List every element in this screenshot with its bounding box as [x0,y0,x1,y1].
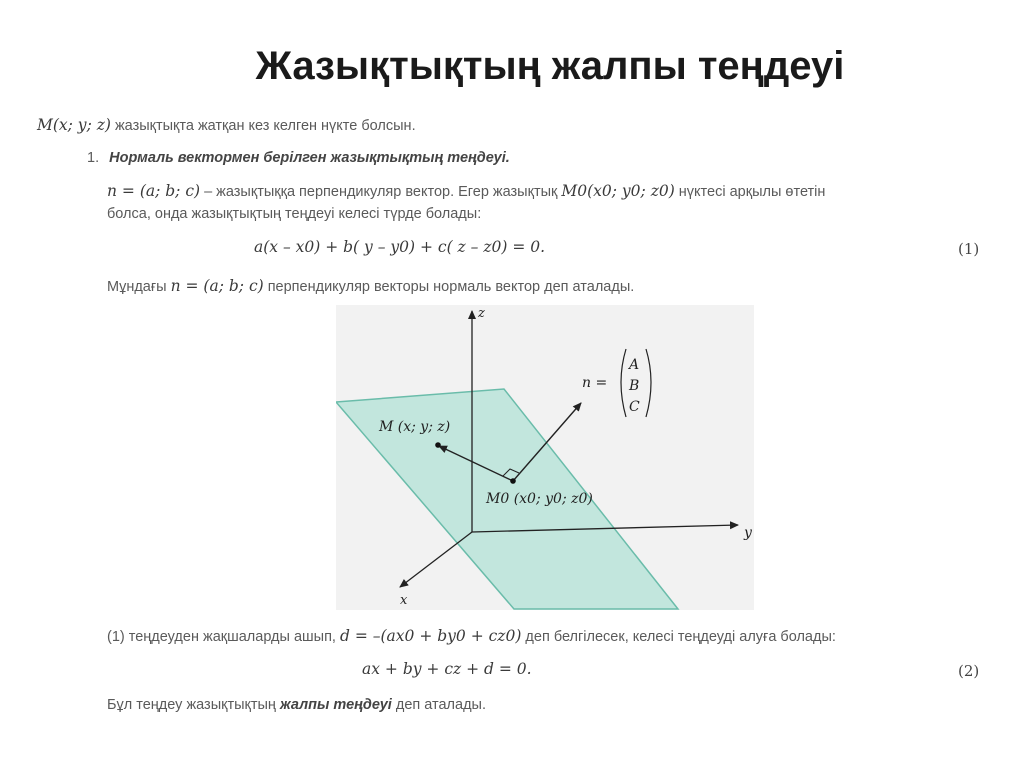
plane-figure [336,305,754,610]
note-vector: n = (a; b; c) [170,277,264,295]
section-number: 1. [87,150,100,166]
slide-title: Жазықтықтың жалпы теңдеуі [255,44,845,88]
normal-right-paren [646,349,651,417]
derivation-formula: d = –(ax0 + by0 + cz0) [340,627,522,645]
note-text: перпендикуляр векторы нормаль вектор деп аталады. [267,279,635,295]
normal-left-paren [621,349,626,417]
derivation-text2: деп белгілесек, келесі теңдеуді алуға болады: [525,629,836,645]
point-m-label: M (x; y; z) [379,419,451,435]
note-line [107,277,634,295]
normal-vector: n = (a; b; c) [107,182,201,200]
conclusion-text2: деп аталады. [395,697,486,713]
note-prefix: Мұндағы [107,279,167,295]
plane-diagram [336,305,754,610]
normal-definition-line2: болса, онда жазықтықтың теңдеуі келесі түрде болады: [107,206,482,222]
x-axis-label: x [400,593,408,608]
intro-line [37,116,416,134]
x-axis [400,532,472,587]
intro-point: M(x; y; z) [37,116,111,134]
equation-1 [254,238,545,256]
section-heading-text: Нормаль вектормен берілген жазықтықтың теңдеуі. [109,150,510,166]
normal-component-a: A [629,357,640,373]
derivation-text1: (1) теңдеуден жақшаларды ашып, [107,629,336,645]
equation-2-number: (2) [958,662,980,680]
normal-def-text1: – жазықтыққа перпендикуляр вектор. Егер жазықтық [204,184,558,200]
point-m0 [510,478,516,484]
equation-1-formula: a(x – x0) + b( y – y0) + c( z – z0) = 0. [254,238,546,256]
conclusion-line [107,697,486,713]
normal-definition [107,182,825,200]
equation-2 [362,660,532,678]
section-heading [87,150,510,166]
equation-2-formula: ax + by + cz + d = 0. [362,660,532,678]
derivation-line [107,627,836,645]
point-m0-label: M0 (x0; y0; z0) [486,491,593,507]
z-axis-label: z [478,306,485,321]
normal-component-c: C [629,399,640,415]
normal-def-text2: нүктесі арқылы өтетін [678,184,826,200]
conclusion-emphasis: жалпы теңдеуі [279,697,392,713]
point-m [435,442,441,448]
intro-text: жазықтықта жатқан кез келген нүкте болсын. [114,118,416,134]
conclusion-text1: Бұл теңдеу жазықтықтың [107,697,276,713]
normal-component-b: B [629,378,640,394]
equation-1-number: (1) [958,240,980,258]
normal-def-point: M0(x0; y0; z0) [561,182,675,200]
y-axis-label: y [744,525,752,541]
normal-label: n = [582,375,608,391]
